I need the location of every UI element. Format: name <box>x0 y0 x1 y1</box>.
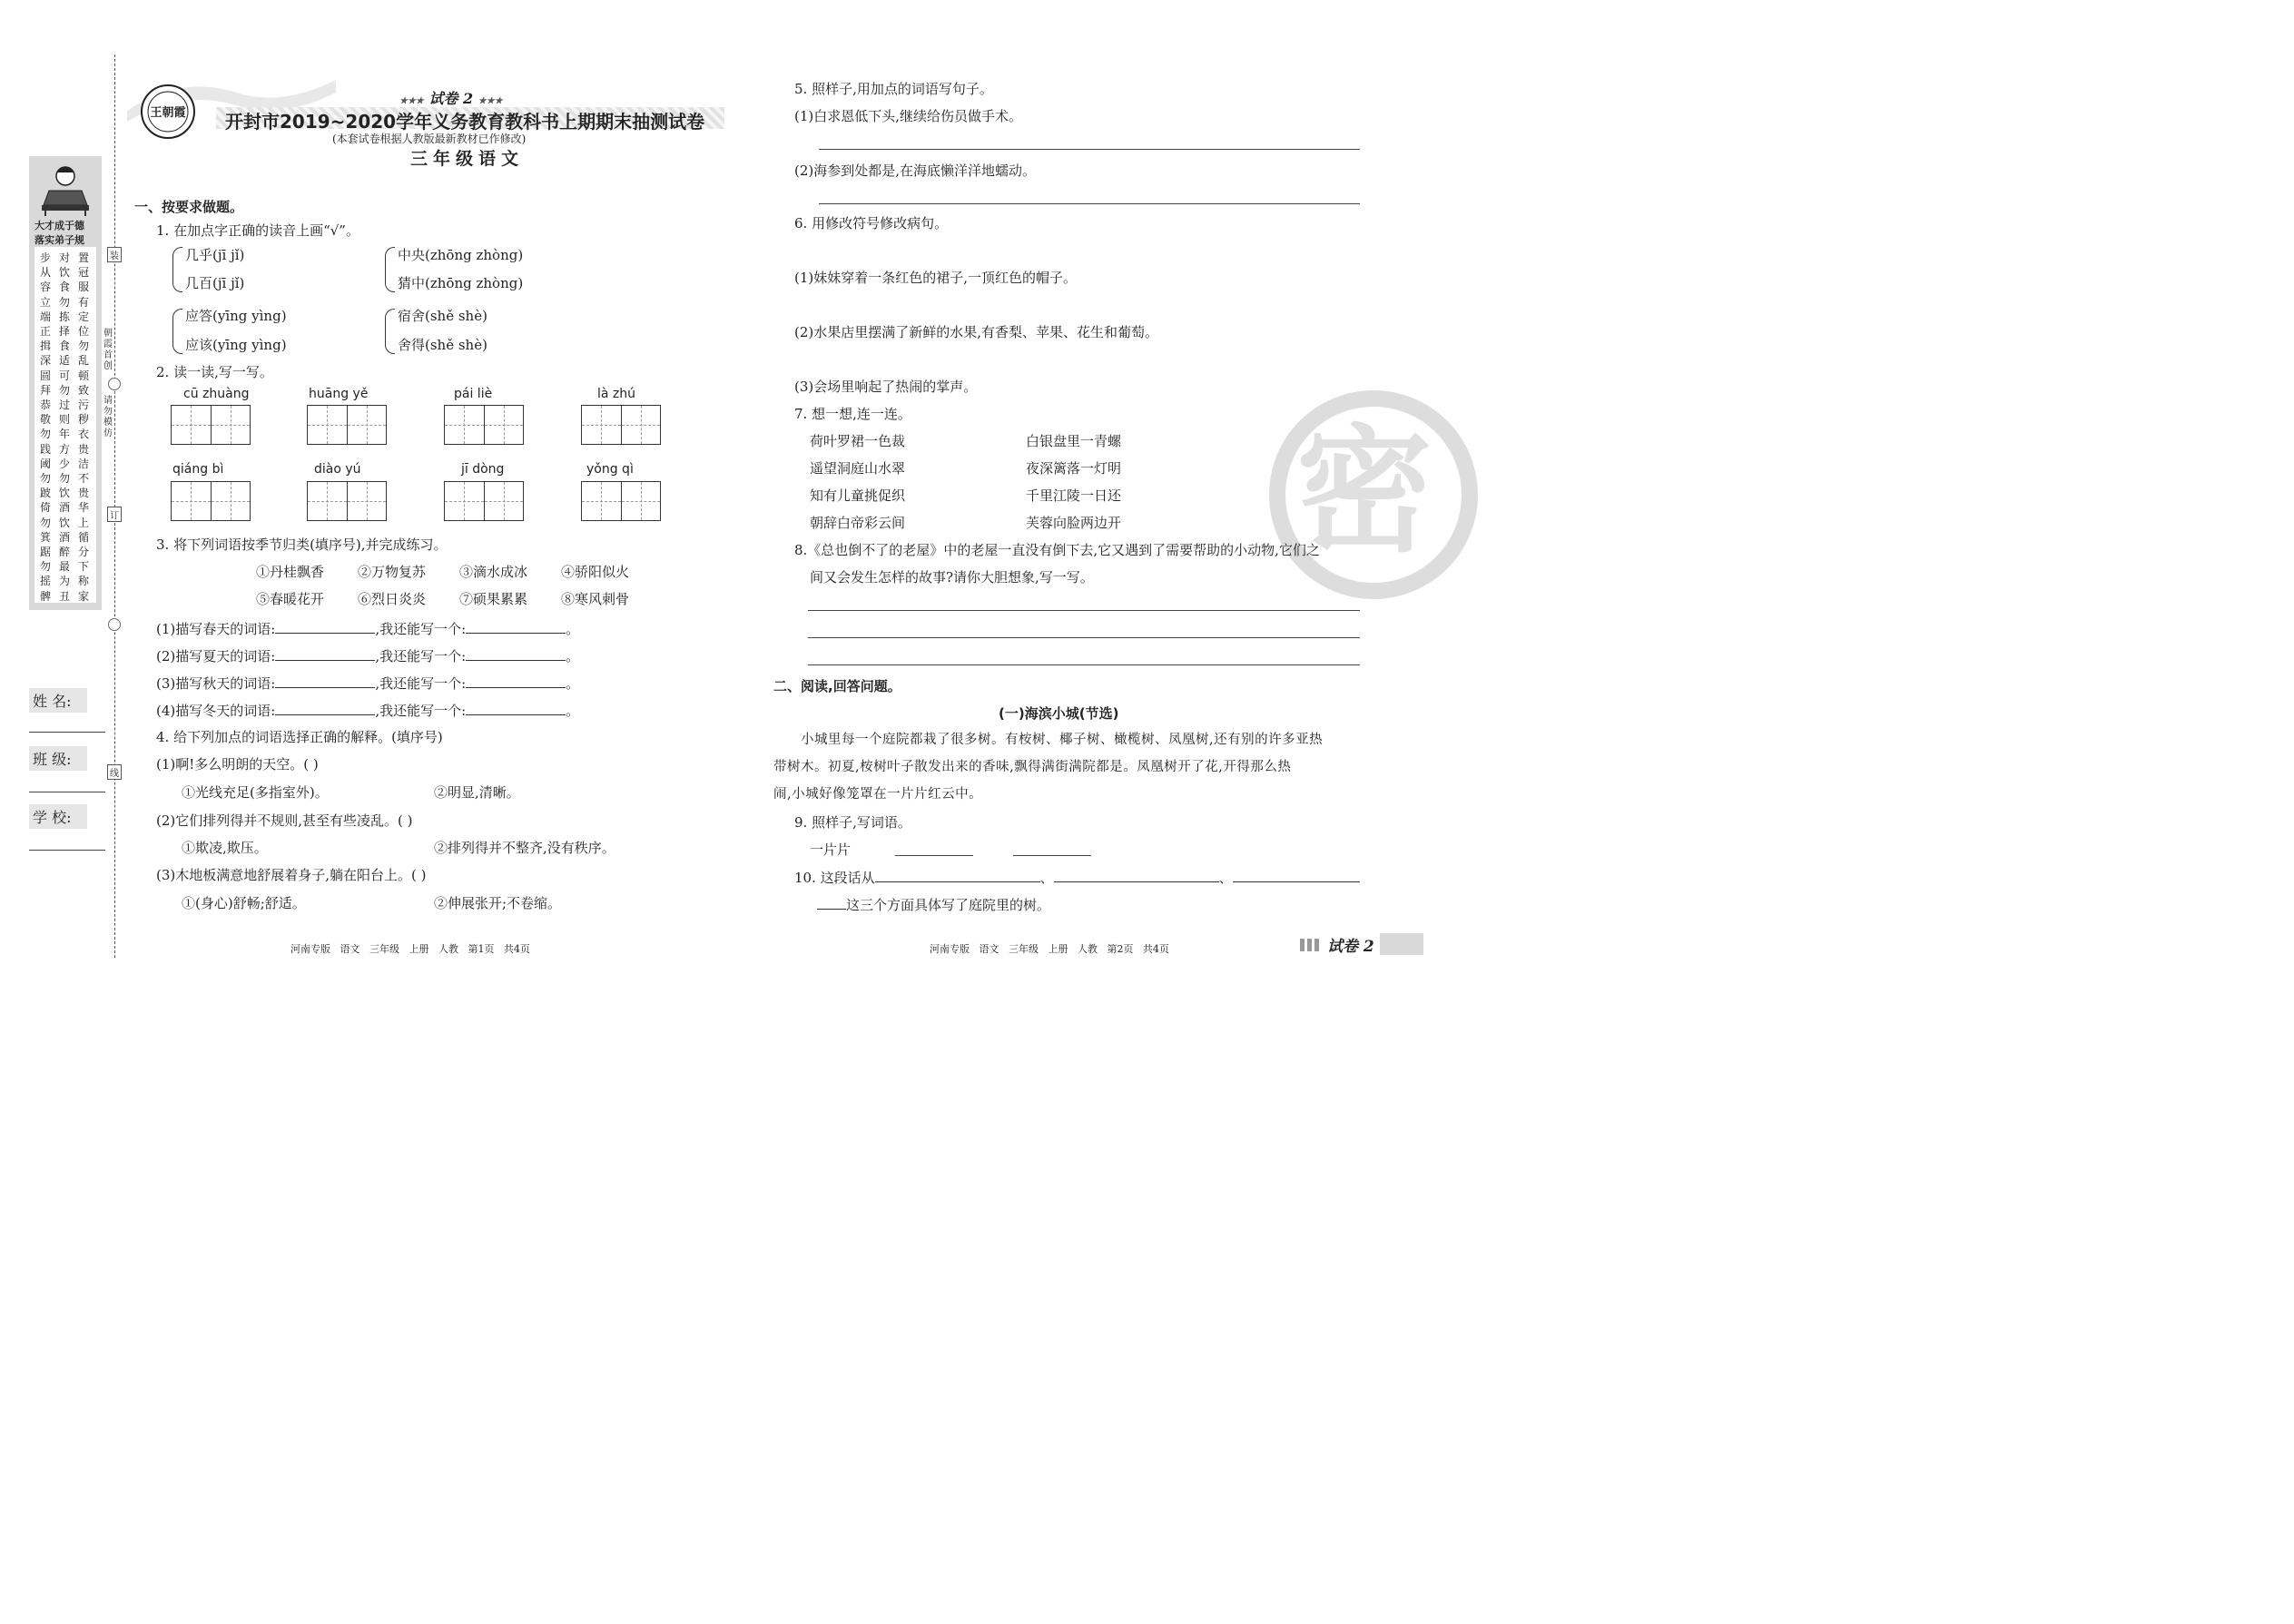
q3-line-label: (3)描写秋天的词语: <box>156 675 276 692</box>
q10-text: 10. 这段话从 <box>794 870 875 886</box>
q3-end: 。 <box>566 703 580 719</box>
answer-line[interactable] <box>808 637 1360 638</box>
page-title: 开封市2019~2020学年义务教育教科书上期期末抽测试卷 <box>225 111 705 133</box>
q3-option: ⑤春暖花开 <box>256 591 325 607</box>
q3-mid: ,我还能写一个: <box>375 621 467 637</box>
writing-grid[interactable] <box>307 481 387 521</box>
q3-text: 3. 将下列词语按季节归类(填序号),并完成练习。 <box>156 536 448 553</box>
q3-line-label: (4)描写冬天的词语: <box>156 703 276 719</box>
q1-g2b[interactable]: 猜中(zhōng zhòng) <box>398 275 524 291</box>
corner-label-bg <box>1380 933 1423 955</box>
corner-checker-icon <box>1300 939 1320 951</box>
answer-line[interactable] <box>808 664 1360 665</box>
q3-option: ⑦硕果累累 <box>459 591 528 607</box>
poem-line-right[interactable]: 白银盘里一青螺 <box>1026 433 1122 449</box>
q1-g3a[interactable]: 应答(yīng yìng) <box>185 308 287 324</box>
motto-bottom: 落实弟子规 <box>34 234 84 246</box>
q5-s1: (1)白求恩低下头,继续给伤员做手术。 <box>794 108 1023 124</box>
q3-end: 。 <box>566 648 580 664</box>
answer-blank[interactable] <box>466 646 566 661</box>
q1-g1a[interactable]: 几乎(jī jǐ) <box>185 247 245 263</box>
poem-line-left[interactable]: 朝辞白帝彩云间 <box>810 515 906 531</box>
q4-s1a: ①光线充足(多指室外)。 <box>182 784 329 801</box>
poem-line-right[interactable]: 芙蓉向脸两边开 <box>1026 515 1122 531</box>
series-label: 试卷 2 <box>428 90 474 107</box>
q10-sep: 、 <box>1218 870 1233 886</box>
answer-blank[interactable] <box>275 646 375 661</box>
scholar-figure-icon <box>29 160 102 216</box>
sidebar-motto-panel <box>29 156 102 610</box>
name-field[interactable] <box>29 732 105 733</box>
answer-line[interactable] <box>819 149 1360 150</box>
name-label: 姓 名: <box>29 688 87 713</box>
q3-option: ⑥烈日炎炎 <box>358 591 427 607</box>
q3-option: ②万物复苏 <box>358 564 427 580</box>
binding-mark-1: 装 <box>107 247 122 262</box>
answer-blank[interactable] <box>1013 855 1091 856</box>
q4-text: 4. 给下列加点的词语选择正确的解释。(填序号) <box>156 729 443 745</box>
answer-blank[interactable] <box>1233 868 1360 882</box>
passage-title: (一)海滨小城(节选) <box>999 705 1119 722</box>
q10-tail: 这三个方面具体写了庭院里的树。 <box>846 897 1051 913</box>
writing-grid[interactable] <box>444 481 524 521</box>
q3-option: ④骄阳似火 <box>561 564 630 580</box>
poem-col-1: 步从容立端正揖深圆拜恭敬勿践阈勿跛倚勿箕踞勿摇髀 <box>40 251 52 603</box>
section1-title: 一、按要求做题。 <box>134 199 244 215</box>
q8-line1: 8.《总也倒不了的老屋》中的老屋一直没有倒下去,它又遇到了需要帮助的小动物,它们之 <box>794 542 1320 558</box>
q3-option: ①丹桂飘香 <box>256 564 325 580</box>
pinyin-8: yǒng qì <box>586 462 634 477</box>
left-footer: 河南专版 语文 三年级 上册 人教 第1页 共4页 <box>290 943 530 955</box>
passage-line-3: 闹,小城好像笼罩在一片片红云中。 <box>773 787 983 802</box>
answer-blank[interactable] <box>1054 868 1219 882</box>
brace-g2 <box>385 247 395 292</box>
q4-s2[interactable]: (2)它们排列得并不规则,甚至有些凌乱。( ) <box>156 812 413 829</box>
writing-grid[interactable] <box>581 405 661 445</box>
brace-g3 <box>172 309 182 354</box>
stars-right: ★★★ <box>478 96 503 106</box>
q5-text: 5. 照样子,用加点的词语写句子。 <box>794 81 993 97</box>
poem-col-2: 对饮食勿拣择食适可勿过则年方少勿饮酒饮酒醉最为丑 <box>59 251 71 603</box>
binding-mark-2: 订 <box>107 507 122 522</box>
q1-g4a[interactable]: 宿舍(shě shè) <box>398 308 487 324</box>
brace-g1 <box>172 247 182 292</box>
q5-s2: (2)海参到处都是,在海底懒洋洋地蠕动。 <box>794 162 1037 179</box>
page-subtitle: (本套试卷根据人教版最新教材已作修改) <box>332 133 527 145</box>
q3-line-1 <box>156 619 579 638</box>
q9-example: 一片片 <box>810 842 852 858</box>
binding-hole-1-icon <box>108 378 121 390</box>
poem-line-left[interactable]: 知有儿童挑促织 <box>810 487 906 504</box>
binding-hole-2-icon <box>108 618 121 631</box>
q4-s3b: ②伸展张开;不卷缩。 <box>434 895 562 911</box>
class-label: 班 级: <box>29 746 87 771</box>
poem-line-left[interactable]: 荷叶罗裙一色裁 <box>810 433 906 449</box>
passage-line-1: 小城里每一个庭院都栽了很多树。有桉树、椰子树、橄榄树、凤凰树,还有别的许多亚热 <box>801 733 1324 747</box>
q4-s1[interactable]: (1)啊!多么明朗的天空。( ) <box>156 756 319 773</box>
answer-blank[interactable] <box>875 868 1040 882</box>
pinyin-7: jī dòng <box>461 462 505 477</box>
q6-s3[interactable]: (3)会场里响起了热闹的掌声。 <box>794 379 978 395</box>
poem-col-3: 置冠服有定位勿乱顿致污秽衣贵洁不贵华上循分下称家 <box>78 251 90 603</box>
q3-line-label: (2)描写夏天的词语: <box>156 648 276 664</box>
school-label: 学 校: <box>29 804 87 829</box>
q4-s3[interactable]: (3)木地板满意地舒展着身子,躺在阳台上。( ) <box>156 867 427 883</box>
q3-mid: ,我还能写一个: <box>375 675 467 692</box>
q1-g4b[interactable]: 舍得(shě shè) <box>398 337 487 353</box>
q1-g1b[interactable]: 几百(jī jǐ) <box>185 275 245 291</box>
q3-end: 。 <box>566 675 580 692</box>
answer-blank[interactable] <box>466 619 566 634</box>
q3-option: ③滴水成冰 <box>459 564 528 580</box>
poem-line-right[interactable]: 千里江陵一日还 <box>1026 487 1122 504</box>
q8-line2: 间又会发生怎样的故事?请你大胆想象,写一写。 <box>810 569 1094 586</box>
q6-s2[interactable]: (2)水果店里摆满了新鲜的水果,有香梨、苹果、花生和葡萄。 <box>794 324 1159 340</box>
q3-mid: ,我还能写一个: <box>375 703 467 719</box>
q4-s3a: ①(身心)舒畅;舒适。 <box>182 895 306 911</box>
writing-grid[interactable] <box>171 405 251 445</box>
logo-seal-icon <box>140 84 196 140</box>
q3-mid: ,我还能写一个: <box>375 648 467 664</box>
q4-s2b: ②排列得并不整齐,没有秩序。 <box>434 840 615 856</box>
q3-line-label: (1)描写春天的词语: <box>156 621 276 637</box>
pinyin-4: là zhú <box>597 387 636 401</box>
section2-title: 二、阅读,回答问题。 <box>773 678 901 694</box>
grade-subject: 三年级语文 <box>410 149 525 169</box>
answer-blank[interactable] <box>895 855 973 856</box>
header-series-banner <box>399 87 503 108</box>
answer-blank[interactable] <box>817 895 846 910</box>
poem-line-right[interactable]: 夜深篱落一灯明 <box>1026 460 1122 477</box>
pinyin-5: qiáng bì <box>172 462 224 477</box>
q10-line <box>794 868 1360 887</box>
poem-line-left[interactable]: 遥望洞庭山水翠 <box>810 460 906 477</box>
answer-blank[interactable] <box>466 674 566 688</box>
q3-line-3 <box>156 674 579 693</box>
q1-g3b[interactable]: 应该(yīng yìng) <box>185 337 287 353</box>
logo-text: 王朝霞 <box>150 106 186 120</box>
right-footer: 河南专版 语文 三年级 上册 人教 第2页 共4页 <box>930 943 1169 955</box>
q1-text: 1. 在加点字正确的读音上画“√”。 <box>156 222 359 239</box>
q4-s1b: ②明显,清晰。 <box>434 784 520 801</box>
answer-blank[interactable] <box>275 674 375 688</box>
answer-blank[interactable] <box>275 701 375 715</box>
pinyin-1: cū zhuàng <box>183 387 250 401</box>
seal-text: 密 <box>1296 411 1433 571</box>
q9-text: 9. 照样子,写词语。 <box>794 814 911 831</box>
q7-text: 7. 想一想,连一连。 <box>794 406 911 422</box>
answer-blank[interactable] <box>466 701 566 715</box>
q3-line-4 <box>156 701 579 720</box>
answer-blank[interactable] <box>275 619 375 634</box>
passage-line-2: 带树木。初夏,桉树叶子散发出来的香味,飘得满街满院都是。凤凰树开了花,开得那么热 <box>773 760 1292 774</box>
q3-line-2 <box>156 646 579 665</box>
q10-sep: 、 <box>1039 870 1054 886</box>
q3-end: 。 <box>566 621 580 637</box>
corner-series-label: 试卷 2 <box>1327 938 1374 956</box>
q2-text: 2. 读一读,写一写。 <box>156 364 273 380</box>
motto-top: 大才成于德 <box>34 220 84 231</box>
q10-tail-line <box>817 895 1050 914</box>
pinyin-6: diào yú <box>314 462 361 477</box>
writing-grid[interactable] <box>307 405 387 445</box>
writing-grid[interactable] <box>171 481 251 521</box>
writing-grid[interactable] <box>581 481 661 521</box>
vertical-note-2: 请勿模仿 <box>103 396 113 438</box>
q6-text: 6. 用修改符号修改病句。 <box>794 215 949 231</box>
q3-option: ⑧寒风刺骨 <box>561 591 630 607</box>
stars-left: ★★★ <box>399 96 424 106</box>
answer-line[interactable] <box>808 610 1360 611</box>
q6-s1[interactable]: (1)妹妹穿着一条红色的裙子,一顶红色的帽子。 <box>794 270 1078 286</box>
q4-s2a: ①欺凌,欺压。 <box>182 840 268 856</box>
q1-g2a[interactable]: 中央(zhōng zhòng) <box>398 247 524 263</box>
pinyin-3: pái liè <box>454 387 493 401</box>
vertical-note-1: 朝霞首创 <box>103 329 113 371</box>
pinyin-2: huāng yě <box>309 387 369 401</box>
answer-line[interactable] <box>819 203 1360 204</box>
school-field[interactable] <box>29 850 105 851</box>
brace-g4 <box>385 309 395 354</box>
writing-grid[interactable] <box>444 405 524 445</box>
binding-mark-3: 线 <box>107 764 122 780</box>
